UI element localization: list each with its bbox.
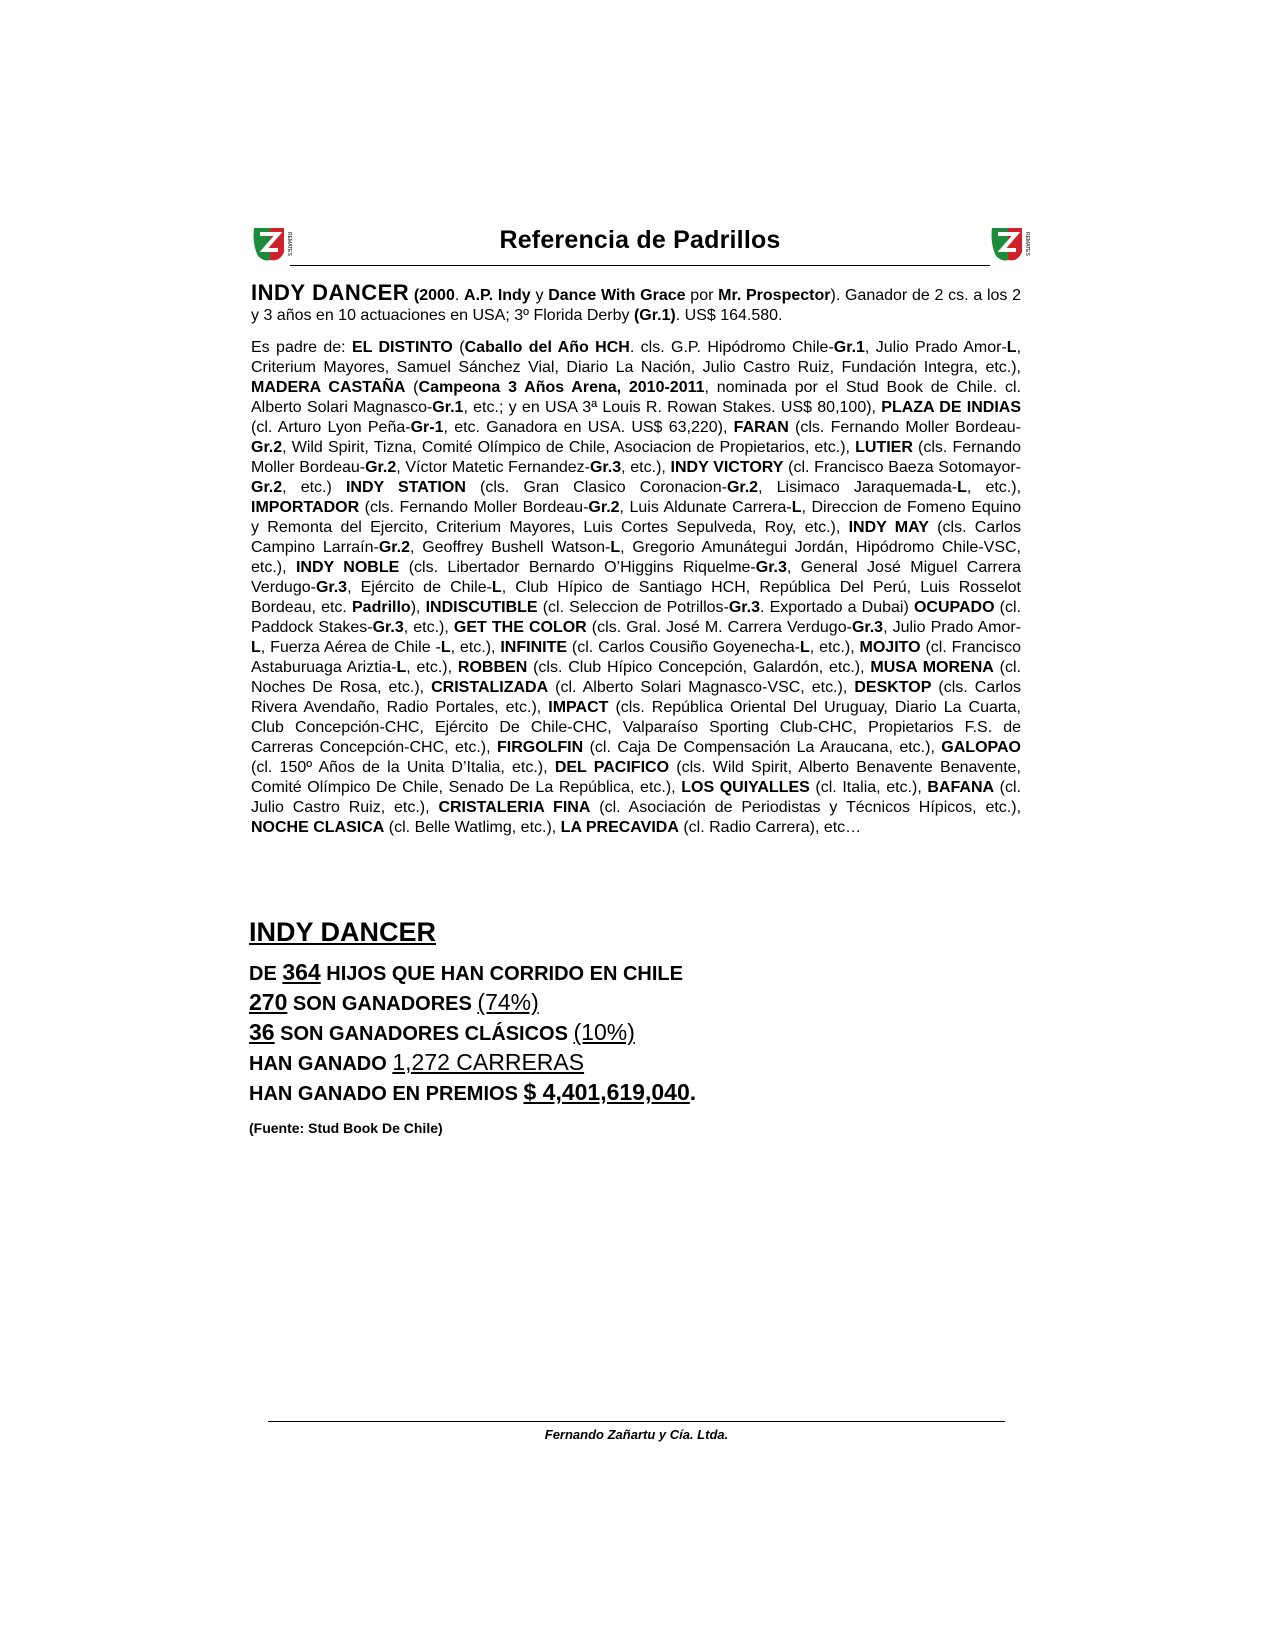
footer-company: Fernando Zañartu y Cía. Ltda. [544,1427,729,1442]
offspring-text: . Exportado a Dubai) [760,599,914,616]
offspring-text: , etc.), [809,639,860,656]
offspring-text: (cls. Gran Clasico Coronacion- [465,479,727,496]
offspring-text: . cls. G.P. Hipódromo Chile- [629,339,834,356]
offspring-text: , Lisimaco Jaraquemada- [758,479,958,496]
sire-description [251,280,1022,838]
stat-text: . [689,1079,697,1105]
offspring-text: (cl. Francisco Baeza Sotomayor- [783,459,1022,476]
offspring-highlight: L [1006,339,1017,356]
offspring-text: , Direccion de Fomeno Equino y Remonta del Ejercito, Criterium Mayores, Luis Cortes Sepulveda, Roy, etc.), [251,499,1022,536]
offspring-text: (cl. Francisco Astaburuaga Ariztia- [251,639,1021,676]
offspring-text: , etc.) [282,479,346,496]
offspring-text: (cls. Club Hípico Concepción, Galardón, etc.), [527,659,871,676]
source-note: (Fuente: Stud Book De Chile) [249,1120,443,1136]
offspring-text: Es padre de: [251,339,352,356]
offspring-highlight: Gr.3 [755,559,787,576]
stat-value: 36 [249,1019,275,1045]
offspring-text: , Criterium Mayores, Samuel Sánchez Vial, Diario La Nación, Julio Castro Ruiz, Fundación Integra, etc.), [251,339,1022,376]
offspring-text: , Wild Spirit, Tizna, Comité Olímpico de Chile, Asociacion de Propietarios, etc.), [282,439,856,456]
offspring-text: (cls. Fernando Moller Bordeau- [359,499,589,516]
offspring-highlight: FARAN [733,419,789,436]
stat-value: 1,272 CARRERAS [392,1049,585,1075]
stat-races [249,1048,1009,1078]
offspring-highlight: INDY STATION [345,479,466,496]
offspring-highlight: CRISTALERIA FINA [438,799,591,816]
offspring-highlight: Gr-1 [410,419,444,436]
intro-text: . [454,287,465,304]
offspring-highlight: Gr.2 [588,499,620,516]
logo-text-left: REMATES [286,232,292,256]
offspring-text: ), [410,599,426,616]
stat-percent: (74%) [477,989,539,1015]
sire-name: INDY DANCER [251,280,410,305]
remates-logo-right [988,224,1030,264]
offspring-text: , Ejército de Chile- [347,579,492,596]
stat-value: $ 4,401,619,040 [523,1079,690,1105]
intro-text: y [530,287,549,304]
stat-value: 364 [282,959,321,985]
offspring-highlight: DESKTOP [854,679,932,696]
stat-text: DE [249,963,283,985]
offspring-highlight: CRISTALIZADA [431,679,549,696]
offspring-highlight: EL DISTINTO [351,339,453,356]
offspring-text: , etc.; y en USA 3ª Louis R. Rowan Stakes. US$ 80,100), [463,399,882,416]
offspring-highlight: Caballo del Año HCH [464,339,630,356]
offspring-highlight: MOJITO [859,639,921,656]
stats-title: INDY DANCER [249,917,437,947]
offspring-text: , nominada por el Stud Book de Chile. cl. Alberto Solari Magnasco- [251,379,1021,416]
intro-paragraph [251,280,1022,326]
offspring-highlight: OCUPADO [913,599,995,616]
offspring-highlight: Gr.3 [589,459,622,476]
stat-text: SON GANADORES [287,993,478,1015]
offspring-text: (cl. Arturo Lyon Peña- [251,419,411,436]
offspring-text: , Geoffrey Bushell Watson- [409,539,611,556]
stat-winners [249,988,1009,1018]
offspring-text: , etc.), [966,479,1022,496]
offspring-highlight: PLAZA DE INDIAS [881,399,1022,416]
offspring-text: (cl. Italia, etc.), [809,779,928,796]
offspring-text: (cl. Noches De Rosa, etc.), [251,659,1021,696]
stat-value: 270 [249,989,288,1015]
offspring-text: (cl. Alberto Solari Magnasco-VSC, etc.), [548,679,855,696]
offspring-highlight: L [791,499,802,516]
offspring-highlight: IMPACT [548,699,609,716]
stat-text: HAN GANADO EN PREMIOS [249,1083,524,1105]
intro-sire: A.P. Indy [464,287,531,304]
offspring-highlight: Gr.3 [372,619,404,636]
offspring-text: (cl. Paddock Stakes- [251,599,1022,636]
stat-earnings [249,1078,1009,1108]
offspring-text: , etc. Ganadora en USA. US$ 63,220), [443,419,734,436]
stats-block [249,916,1009,1136]
offspring-highlight: L [396,659,407,676]
offspring-text: (cl. Seleccion de Potrillos- [537,599,729,616]
offspring-text: , Club Hípico de Santiago HCH, República Del Perú, Luis Rosselot Bordeau, etc. [251,579,1022,616]
offspring-text: (cls. Carlos Rivera Avendaño, Radio Portales, etc.), [251,679,1021,716]
offspring-text: (cl. Julio Castro Ruiz, etc.), [251,779,1021,816]
offspring-highlight: L [610,539,621,556]
intro-damsire: Mr. Prospector [718,287,831,304]
offspring-highlight: IMPORTADOR [251,499,360,516]
intro-year: 2000 [419,287,455,304]
offspring-highlight: BAFANA [927,779,995,796]
offspring-text: (cl. 150º Años de la Unita D’Italia, etc.), [251,759,555,776]
offspring-text: , Gregorio Amunátegui Jordán, Hipódromo Chile-VSC, etc.), [251,539,1022,576]
offspring-text: , Julio Prado Amor- [883,619,1022,636]
offspring-highlight: LOS QUIYALLES [681,779,810,796]
offspring-highlight: L [799,639,810,656]
offspring-highlight: INFINITE [500,639,568,656]
offspring-highlight: L [251,639,261,656]
offspring-highlight: INDY MAY [848,519,929,536]
offspring-highlight: Campeona 3 Años Arena, 2010-2011 [418,379,705,396]
stat-text: HIJOS QUE HAN CORRIDO EN CHILE [320,963,683,985]
offspring-highlight: Gr.2 [365,459,397,476]
page-title: Referencia de Padrillos [499,226,781,254]
offspring-highlight: INDY NOBLE [295,559,400,576]
offspring-highlight: Gr.2 [251,439,283,456]
intro-grade: (Gr.1) [633,307,676,324]
offspring-text: (cls. Libertador Bernardo O’Higgins Riquelme- [399,559,756,576]
stat-text: HAN GANADO [249,1053,393,1075]
offspring-text: (cls. Fernando Moller Bordeau- [788,419,1022,436]
offspring-highlight: DEL PACIFICO [554,759,670,776]
stat-text: SON GANADORES CLÁSICOS [274,1023,574,1045]
offspring-text: (cl. Caja De Compensación La Araucana, etc.), [583,739,942,756]
logo-text-right: REMATES [1024,232,1030,256]
offspring-text: (cls. Carlos Campino Larraín- [251,519,1022,556]
page-header [250,222,1030,266]
intro-text: por [685,287,719,304]
offspring-highlight: INDISCUTIBLE [425,599,538,616]
offspring-highlight: MUSA MORENA [870,659,994,676]
offspring-highlight: Gr.3 [851,619,884,636]
offspring-text: , Fuerza Aérea de Chile - [260,639,441,656]
offspring-highlight: LUTIER [855,439,913,456]
offspring-paragraph [251,338,1021,838]
stat-percent: (10%) [573,1019,635,1045]
offspring-highlight: MADERA CASTAÑA [251,379,406,396]
offspring-highlight: Gr.3 [315,579,348,596]
header-divider [290,265,990,266]
offspring-highlight: L [957,479,967,496]
offspring-highlight: INDY VICTORY [670,459,784,476]
offspring-highlight: L [491,579,502,596]
offspring-text: (cls. Gral. José M. Carrera Verdugo- [586,619,852,636]
offspring-text: ( [452,339,465,356]
stat-runners [249,958,1009,988]
offspring-text: (cl. Asociación de Periodistas y Técnicos Hípicos, etc.), [590,799,1022,816]
intro-text: . US$ 164.580. [675,307,783,324]
offspring-text: ( [405,379,419,396]
offspring-highlight: Gr.2 [251,479,283,496]
intro-text: ). Ganador de 2 cs. a los 2 y 3 años en 10 actuaciones en USA; 3º Florida Derby [251,287,1022,324]
offspring-text: (cls. República Oriental Del Uruguay, Diario La Cuarta, Club Concepción-CHC, Ejército De Chile-CHC, Valparaíso Sporting Club-CHC, Propietarios F.S. de Carreras Concepción-CHC, etc.), [251,699,1021,756]
offspring-highlight: NOCHE CLASICA [251,819,385,836]
offspring-text: , etc.), [403,619,454,636]
offspring-text: , etc.), [450,639,501,656]
offspring-text: (cl. Belle Watlimg, etc.), [384,819,561,836]
offspring-highlight: L [440,639,451,656]
offspring-text: (cls. Fernando Moller Bordeau- [251,439,1021,476]
offspring-highlight: FIRGOLFIN [496,739,584,756]
offspring-highlight: LA PRECAVIDA [560,819,679,836]
offspring-highlight: Gr.3 [728,599,760,616]
offspring-highlight: GALOPAO [941,739,1021,756]
footer-divider [268,1421,1005,1422]
offspring-text: , Luis Aldunate Carrera- [619,499,792,516]
offspring-text: (cl. Radio Carrera), etc… [678,819,862,836]
offspring-highlight: ROBBEN [457,659,528,676]
offspring-text: (cl. Carlos Cousiño Goyenecha- [567,639,800,656]
offspring-text: (cls. Wild Spirit, Alberto Benavente Benavente, Comité Olímpico De Chile, Senado De La República, etc.), [251,759,1022,796]
offspring-highlight: Gr.1 [833,339,865,356]
offspring-text: , General José Miguel Carrera Verdugo- [251,559,1022,596]
offspring-highlight: Gr.2 [726,479,759,496]
offspring-highlight: Gr.2 [378,539,410,556]
intro-text: ( [409,287,420,304]
offspring-text: , etc.), [621,459,671,476]
intro-dam: Dance With Grace [548,287,686,304]
offspring-text: , etc.), [406,659,458,676]
stat-stakes-winners [249,1018,1009,1048]
offspring-text: , Julio Prado Amor- [864,339,1007,356]
offspring-text: , Víctor Matetic Fernandez- [396,459,590,476]
offspring-highlight: GET THE COLOR [453,619,587,636]
offspring-highlight: Gr.1 [432,399,464,416]
offspring-highlight: Padrillo [352,599,411,616]
